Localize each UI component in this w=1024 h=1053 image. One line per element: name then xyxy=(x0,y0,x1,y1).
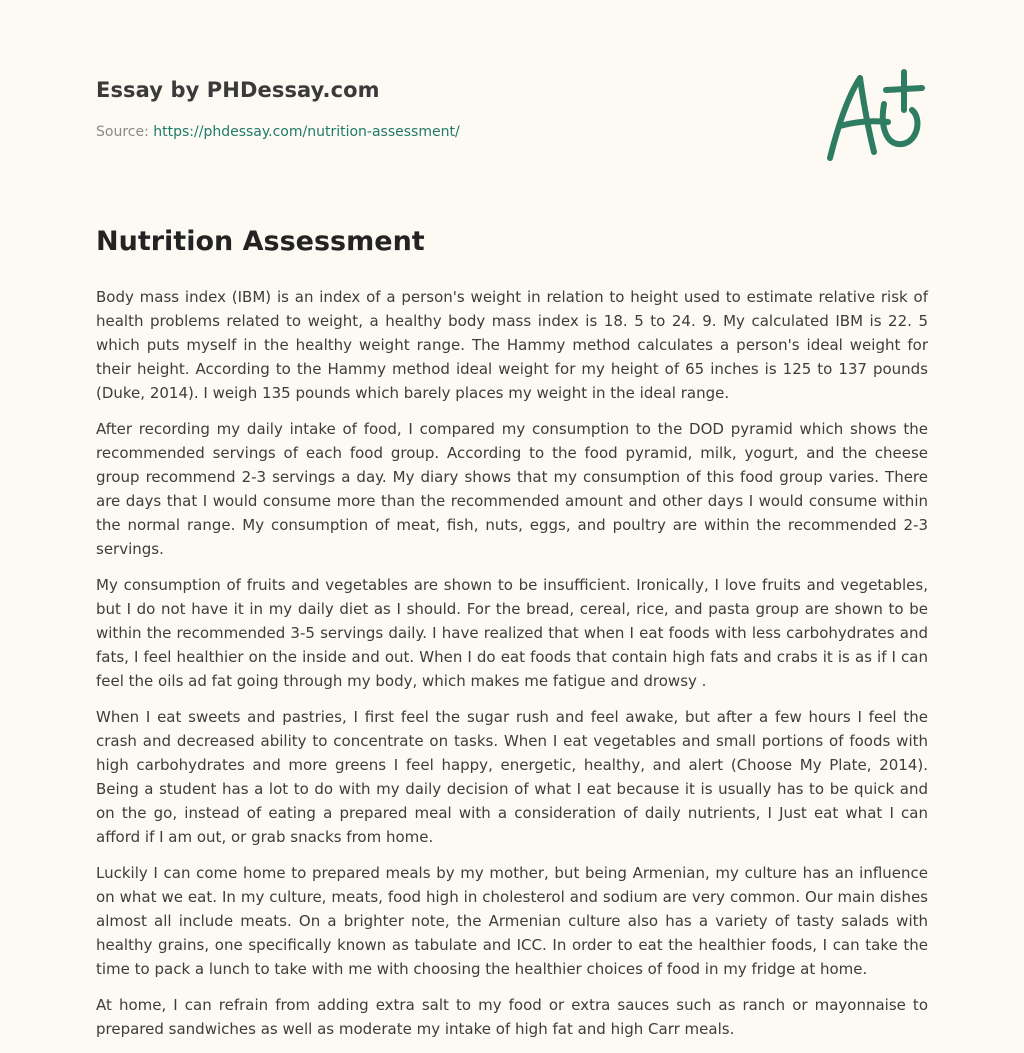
source-link[interactable]: https://phdessay.com/nutrition-assessment/ xyxy=(153,124,460,140)
essay-paragraph: Body mass index (IBM) is an index of a person's weight in relation to height used to estimate relative risk of health problems related to weight, a healthy body mass index is 18. 5 to 24. 9. My calculated IBM is 22. 5 which puts myself in the healthy weight range. The Hammy method calculates a person's ideal weight for their height. According to the Hammy method ideal weight for my height of 65 inches is 125 to 137 pounds (Duke, 2014). I weigh 135 pounds which barely places my weight in the ideal range. xyxy=(96,288,928,402)
essay-paragraph: When I eat sweets and pastries, I first feel the sugar rush and feel awake, but after a few hours I feel the crash and decreased ability to concentrate on tasks. When I eat vegetables and small portions of foods with high carbohydrates and more greens I feel happy, energetic, healthy, and alert (Choose My Plate, 2014). Being a student has a lot to do with my daily decision of what I eat because it is usually has to be quick and on the go, instead of eating a prepared meal with a consideration of daily nutrients, I Just eat what I can afford if I am out, or grab snacks from home. xyxy=(96,708,928,846)
essay-body xyxy=(96,285,928,1053)
source-line xyxy=(96,124,460,140)
source-label: Source: xyxy=(96,124,154,140)
essay-title: Nutrition Assessment xyxy=(96,226,425,257)
essay-paragraph: At home, I can refrain from adding extra salt to my food or extra sauces such as ranch or mayonnaise to prepared sandwiches as well as moderate my intake of high fat and high Carr meals. xyxy=(96,996,928,1038)
essay-paragraph: Luckily I can come home to prepared meals by my mother, but being Armenian, my culture has an influence on what we eat. In my culture, meats, food high in cholesterol and sodium are very common. Our main dishes almost all include meats. On a brighter note, the Armenian culture also has a variety of tasty salads with healthy grains, one specifically known as tabulate and ICC. In order to eat the healthier foods, I can take the time to pack a lunch to take with me with choosing the healthier choices of food in my fridge at home. xyxy=(96,864,928,978)
a-plus-logo-icon xyxy=(824,66,928,166)
brand-title: Essay by PHDessay.com xyxy=(96,78,380,102)
essay-paragraph: My consumption of fruits and vegetables are shown to be insufficient. Ironically, I love fruits and vegetables, but I do not have it in my daily diet as I should. For the bread, cereal, rice, and pasta group are shown to be within the recommended 3-5 servings daily. I have realized that when I eat foods with less carbohydrates and fats, I feel healthier on the inside and out. When I do eat foods that contain high fats and crabs it is as if I can feel the oils ad fat going through my body, which makes me fatigue and drowsy . xyxy=(96,576,928,690)
essay-paragraph: After recording my daily intake of food, I compared my consumption to the DOD pyramid which shows the recommended servings of each food group. According to the food pyramid, milk, yogurt, and the cheese group recommend 2-3 servings a day. My diary shows that my consumption of this food group varies. There are days that I would consume more than the recommended amount and other days I would consume within the normal range. My consumption of meat, fish, nuts, eggs, and poultry are within the recommended 2-3 servings. xyxy=(96,420,928,558)
